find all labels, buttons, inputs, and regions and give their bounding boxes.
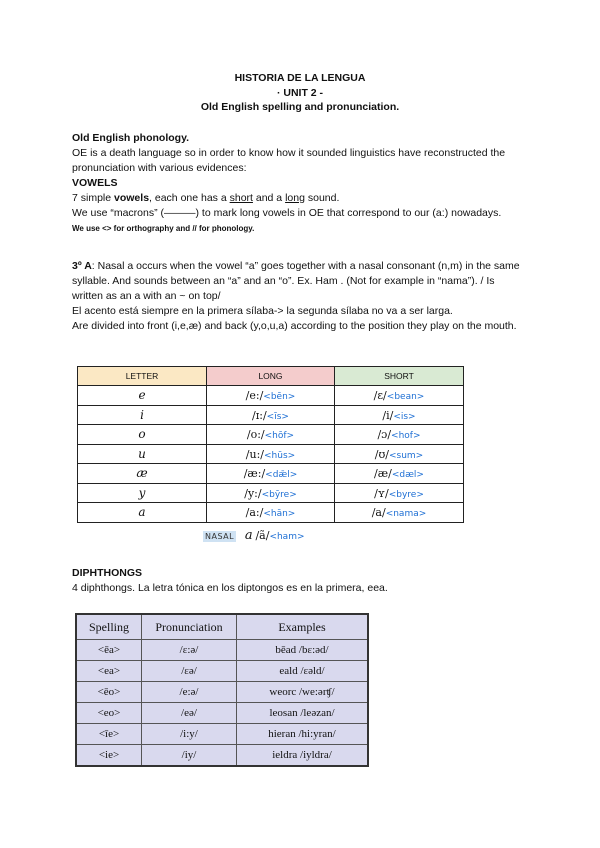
unit-label: · UNIT 2 - (276, 87, 324, 99)
nasal-label: NASAL (205, 532, 235, 541)
diphthong-pronunciation: /ɛ:ə/ (142, 640, 237, 661)
vowel-letter: i (78, 405, 207, 425)
nasal-a-section (72, 259, 528, 334)
nasal-example: <ham> (269, 532, 305, 542)
diphthong-row (76, 745, 368, 767)
diphthong-pronunciation: /iy/ (142, 745, 237, 767)
diphthong-example: hieran /hi:yran/ (237, 724, 369, 745)
vowel-letter: e (78, 386, 207, 406)
diphthong-pronunciation: /eə/ (142, 703, 237, 724)
header-pronunciation: Pronunciation (142, 614, 237, 640)
diphthongs-text: 4 diphthongs. La letra tónica en los diptongos es en la primera, eea. (72, 582, 388, 594)
stress-text: El acento está siempre en la primera sílaba-> la segunda sílaba no va a ser larga. (72, 305, 453, 317)
diphthong-spelling: <ie> (76, 745, 142, 767)
vowel-letter: a (78, 503, 207, 523)
header-spelling: Spelling (76, 614, 142, 640)
phonology-intro: OE is a death language so in order to know how it sounded linguistics have reconstructed the pronunciation with various evidences: (72, 147, 506, 174)
diphthong-table-header (76, 614, 368, 640)
diphthong-example: ieldra /iyldra/ (237, 745, 369, 767)
diphthong-pronunciation: /ɛə/ (142, 661, 237, 682)
diphthong-row (76, 703, 368, 724)
vowel-long: /y:/<bȳre> (207, 483, 335, 503)
vowel-long: /æ:/<dǣl> (207, 464, 335, 484)
diphthong-example: bēad /bɛ:əd/ (237, 640, 369, 661)
vowels-line2: We use “macrons” (———) to mark long vowels in OE that correspond to our (a:) nowadays. (72, 207, 502, 219)
vowel-letter: o (78, 425, 207, 445)
nasal-ipa: /ã/ (255, 529, 270, 542)
header-long: LONG (207, 367, 335, 386)
vowel-short: /ɔ/<hof> (335, 425, 464, 445)
diphthong-spelling: <ēa> (76, 640, 142, 661)
diphthong-pronunciation: /i:y/ (142, 724, 237, 745)
vowels-line1: 7 simple vowels, each one has a short and a long sound. (72, 192, 340, 204)
header-short: SHORT (335, 367, 464, 386)
header-examples: Examples (237, 614, 369, 640)
diphthong-pronunciation: /e:ə/ (142, 682, 237, 703)
front-back-text: Are divided into front (i,e,æ) and back (y,o,u,a) according to the position they play on the mouth. (72, 320, 517, 332)
vowel-short: /æ/<dæl> (335, 464, 464, 484)
vowel-letter: æ (78, 464, 207, 484)
vowel-letter: y (78, 483, 207, 503)
diphthong-row (76, 682, 368, 703)
vowel-table-header (78, 367, 464, 386)
diphthong-spelling: <eo> (76, 703, 142, 724)
vowel-long: /ɪ:/<īs> (207, 405, 335, 425)
diphthong-row (76, 640, 368, 661)
vowel-short: /ʊ/<sum> (335, 444, 464, 464)
vowels-line3: We use <> for orthography and // for phonology. (72, 224, 255, 233)
nasal-a-text: 3º A: Nasal a occurs when the vowel “a” goes together with a nasal consonant (n,m) in the same syllable. And sounds between an “a” and an “o”. Ex. Ham . (Not for example in “nama”). / Is written as an a with an ~ on top/ (72, 260, 520, 302)
diphthong-spelling: <ēo> (76, 682, 142, 703)
vowel-long: /u:/<hūs> (207, 444, 335, 464)
vowel-long: /a:/<hān> (207, 503, 335, 523)
vowel-long: /o:/<hōf> (207, 425, 335, 445)
phonology-section (72, 131, 528, 236)
diphthong-spelling: <īe> (76, 724, 142, 745)
diphthong-row (76, 724, 368, 745)
phonology-heading: Old English phonology. (72, 132, 190, 144)
document-subtitle: Old English spelling and pronunciation. (200, 101, 400, 113)
vowels-heading: VOWELS (72, 177, 118, 189)
document-title: HISTORIA DE LA LENGUA (234, 72, 366, 84)
diphthongs-heading: DIPHTHONGS (72, 567, 143, 579)
vowel-long: /e:/<bēn> (207, 386, 335, 406)
header-letter: LETTER (78, 367, 207, 386)
nasal-note (203, 528, 305, 543)
diphthong-example: weorc /we:ərʧ/ (237, 682, 369, 703)
vowel-row (78, 405, 464, 425)
nasal-letter: a (244, 528, 253, 543)
diphthong-row (76, 661, 368, 682)
vowel-short: /ɛ/<bean> (335, 386, 464, 406)
diphthong-spelling: <ea> (76, 661, 142, 682)
vowel-row (78, 444, 464, 464)
vowel-row (78, 483, 464, 503)
diphthong-table (75, 613, 369, 767)
vowel-short: /a/<nama> (335, 503, 464, 523)
diphthong-example: leosan /leəzan/ (237, 703, 369, 724)
vowel-row (78, 386, 464, 406)
vowel-row (78, 464, 464, 484)
vowel-row (78, 425, 464, 445)
vowel-row (78, 503, 464, 523)
diphthong-example: eald /ɛəld/ (237, 661, 369, 682)
vowel-letter: u (78, 444, 207, 464)
vowel-short: /ʏ/<byre> (335, 483, 464, 503)
vowel-short: /i/<is> (335, 405, 464, 425)
vowel-table (77, 366, 464, 523)
diphthongs-section (72, 566, 528, 596)
